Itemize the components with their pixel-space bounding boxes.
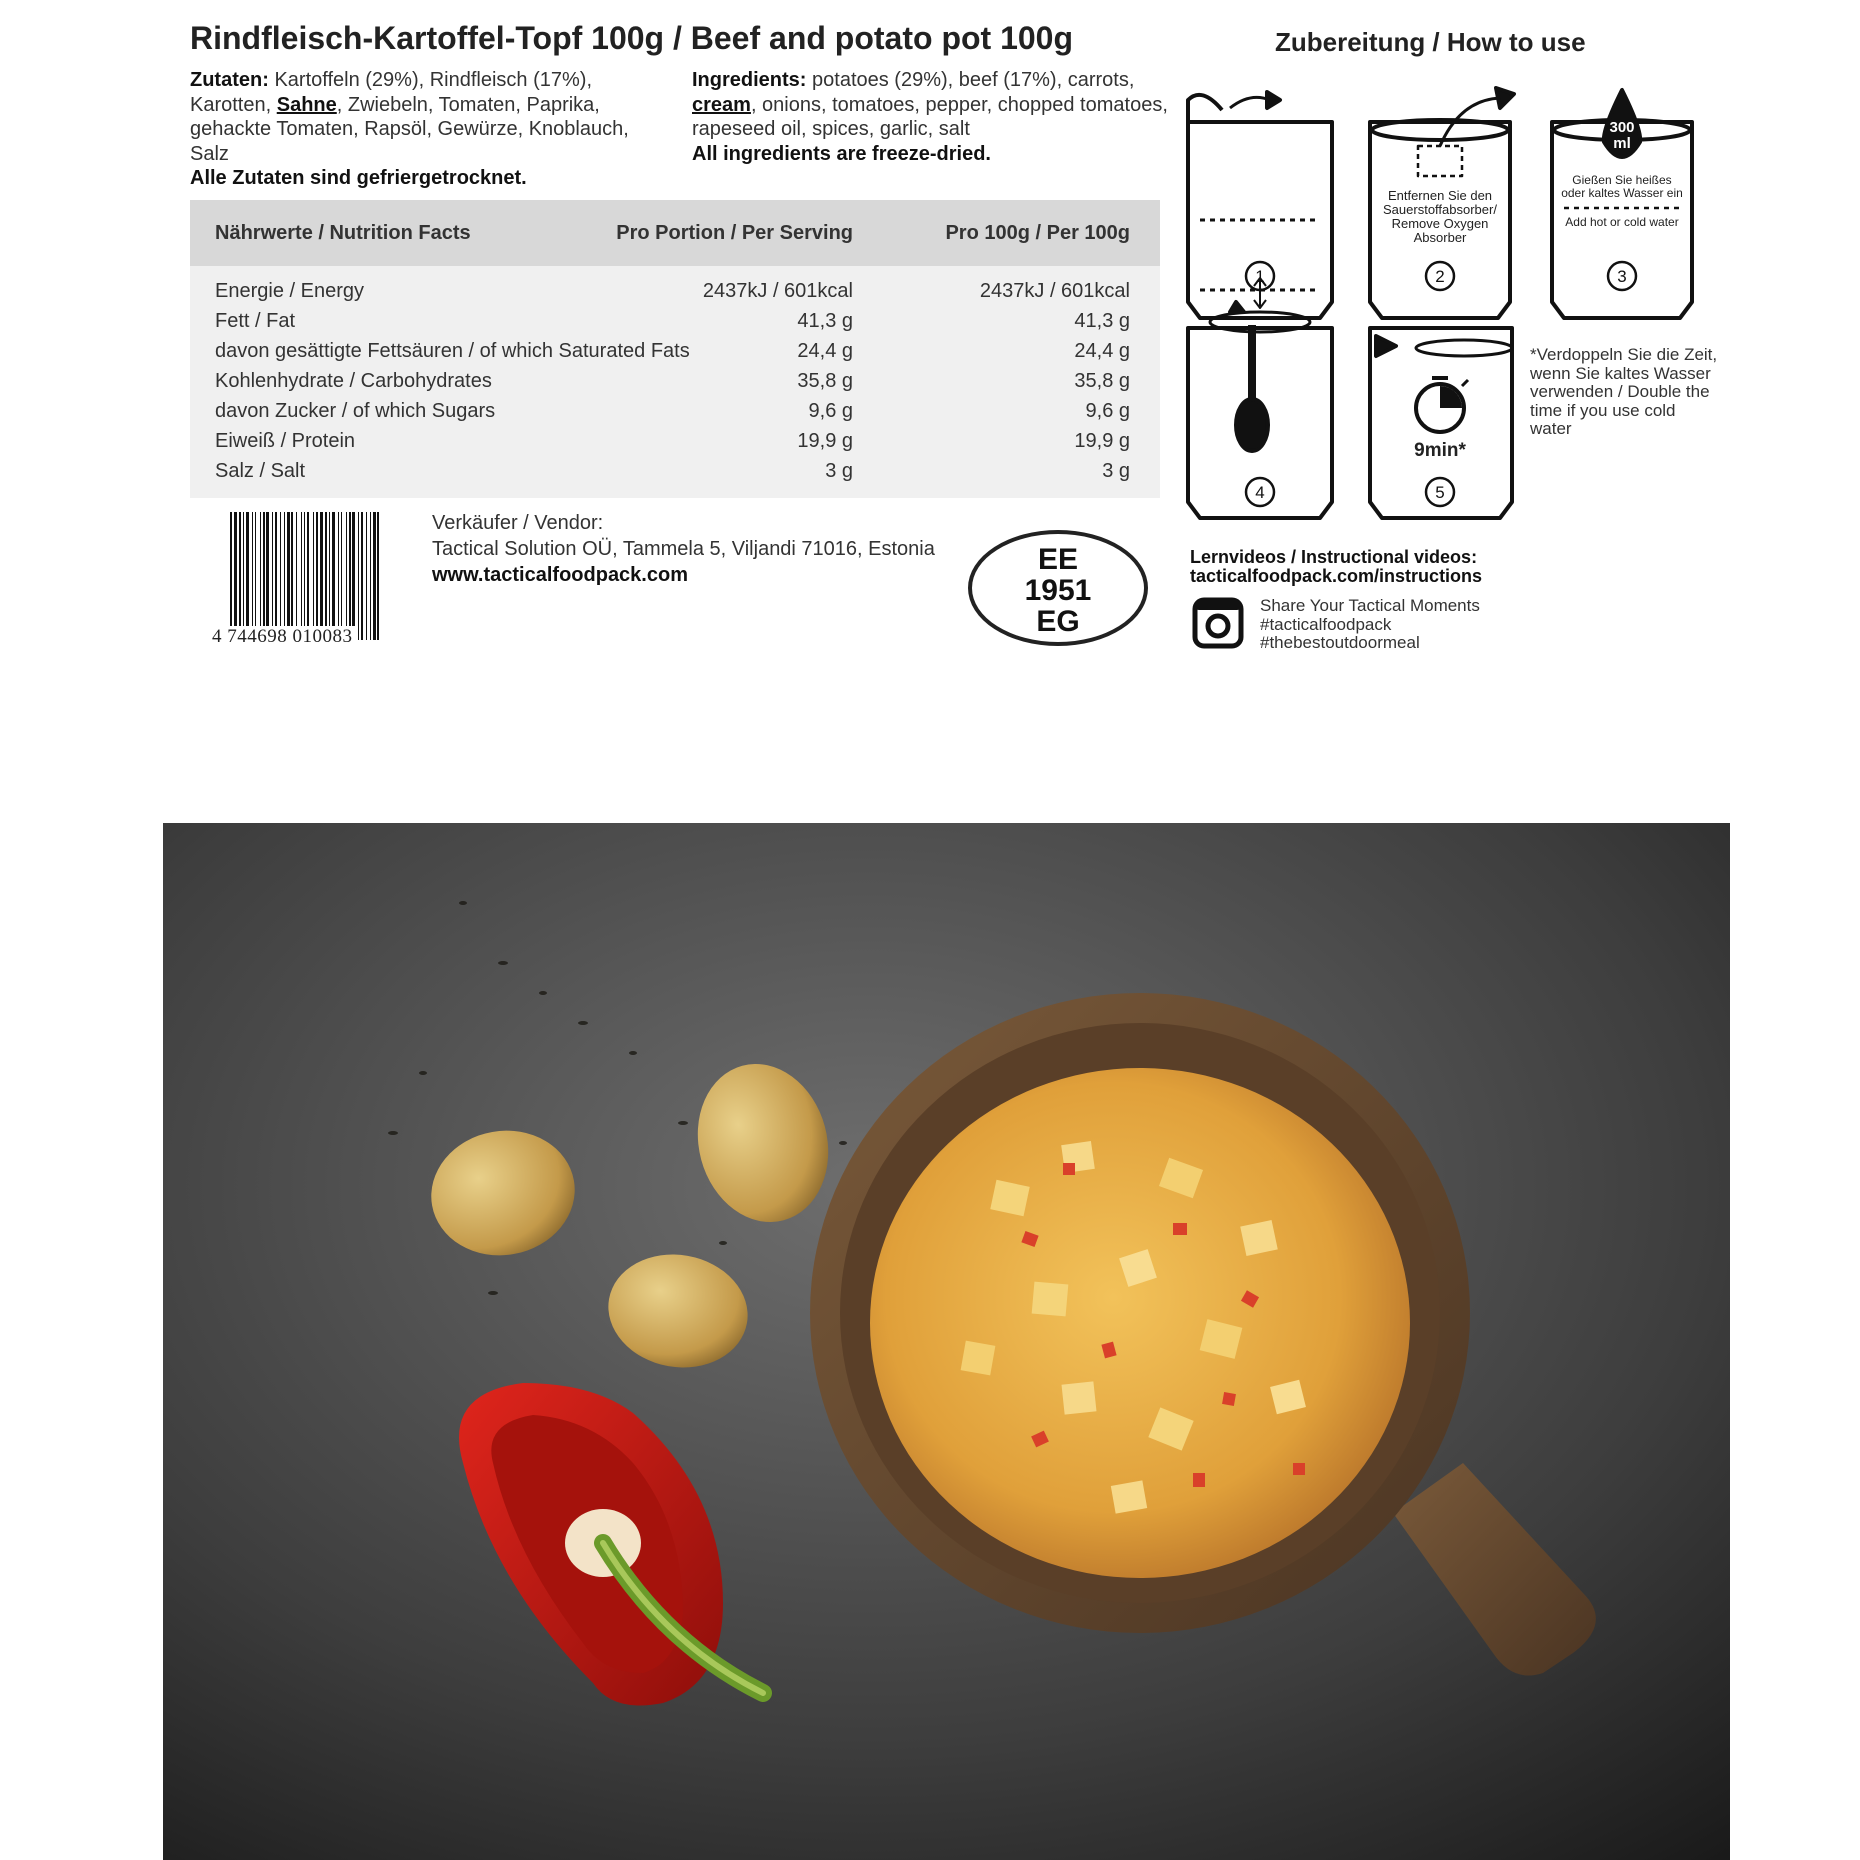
ingredients-de-note: Alle Zutaten sind gefriergetrocknet. [190,167,527,189]
instructional-videos [1190,548,1482,586]
nutrient-serving: 2437kJ / 601kcal [702,280,853,302]
barcode-number: 4 744698 010083 [212,626,353,647]
vendor-label: Verkäufer / Vendor: [432,512,604,534]
product-photo [163,823,1730,1860]
step2-text-4: Absorber [1413,230,1467,245]
nutrient-per100: 9,6 g [1085,400,1130,422]
ingredients-de-text-a: Kartoffeln (29%), Rindfleisch (17%), Karotten, [190,69,593,116]
step2-text-1: Entfernen Sie den [1387,188,1493,203]
ingredients-de-label: Zutaten: [190,69,269,91]
step3-unit: ml [1613,135,1631,152]
nutrient-name: Energie / Energy [215,280,364,302]
social-line1: Share Your Tactical Moments [1260,596,1480,615]
step5-time: 9min* [1414,440,1466,461]
nutrition-row [190,430,1160,460]
videos-label: Lernvideos / Instructional videos: [1190,547,1478,567]
seal-line2: 1951 [1024,574,1092,607]
instagram-icon [1192,597,1244,649]
nutrition-table [190,200,1160,498]
nutrient-name: Eiweiß / Protein [215,430,356,452]
social-line2: #tacticalfoodpack [1260,614,1392,634]
vendor-website[interactable]: www.tacticalfoodpack.com [432,564,688,586]
ingredients-en-note: All ingredients are freeze-dried. [692,142,991,165]
nutrition-header-per100: Pro 100g / Per 100g [945,222,1130,244]
nutrition-row [190,340,1160,370]
social-tags [1260,597,1480,653]
step3-text-1: Gießen Sie heißes [1572,173,1672,187]
nutrient-serving: 41,3 g [797,310,853,332]
step-number-1: 1 [1255,267,1265,286]
nutrient-serving: 3 g [825,460,853,482]
nutrition-header-name: Nährwerte / Nutrition Facts [215,222,471,244]
nutrition-row [190,310,1160,340]
how-to-title: Zubereitung / How to use [1275,27,1586,57]
videos-url[interactable]: tacticalfoodpack.com/instructions [1190,566,1483,586]
step-number-3: 3 [1617,267,1627,286]
nutrition-row [190,400,1160,430]
nutrient-per100: 2437kJ / 601kcal [979,280,1130,302]
nutrient-per100: 24,4 g [1074,340,1130,362]
nutrient-name: Fett / Fat [215,310,296,332]
step3-amount: 300 [1609,119,1635,136]
nutrient-per100: 35,8 g [1074,370,1130,392]
nutrition-header [190,200,1160,266]
barcode [228,512,384,640]
step3-text-3: Add hot or cold water [1565,215,1679,229]
step-number-2: 2 [1435,267,1445,286]
step3-text-2: oder kaltes Wasser ein [1561,186,1683,200]
nutrient-per100: 3 g [1102,460,1130,482]
ingredients-en [692,68,1172,166]
nutrient-name: davon Zucker / of which Sugars [215,400,496,422]
nutrient-per100: 41,3 g [1074,310,1130,332]
seal-line1: EE [1037,543,1079,576]
vendor-address: Tactical Solution OÜ, Tammela 5, Viljandi 71016, Estonia [432,538,935,560]
health-mark-seal [968,530,1148,646]
step2-text-2: Sauerstoffabsorber/ [1383,202,1497,217]
ingredients-en-label: Ingredients: [692,69,807,91]
ingredients-en-text-b: , onions, tomatoes, pepper, chopped tomatoes, rapeseed oil, spices, garlic, salt [692,93,1168,140]
nutrient-serving: 35,8 g [797,370,853,392]
ingredients-en-text-a: potatoes (29%), beef (17%), carrots, [812,69,1135,91]
nutrient-serving: 19,9 g [797,430,853,452]
nutrient-per100: 19,9 g [1074,430,1130,452]
nutrient-name: Salz / Salt [215,460,306,482]
ingredients-de-allergen: Sahne [276,93,337,116]
nutrient-serving: 9,6 g [808,400,853,422]
ingredients-de-text-b: , Zwiebeln, Tomaten, Paprika, gehackte Tomaten, Rapsöl, Gewürze, Knoblauch, Salz [190,93,629,165]
nutrient-name: davon gesättigte Fettsäuren / of which Saturated Fats [215,340,690,362]
nutrition-header-serving: Pro Portion / Per Serving [616,222,853,244]
vendor-info [432,510,935,588]
ingredients-en-allergen: cream [692,93,751,116]
seal-line3: EG [1036,605,1080,638]
nutrition-row [190,370,1160,400]
ingredients-de [190,68,660,191]
social-line3: #thebestoutdoormeal [1260,633,1420,652]
step2-text-3: Remove Oxygen [1391,216,1489,231]
cold-water-note: *Verdoppeln Sie die Zeit, wenn Sie kaltes Wasser verwenden / Double the time if you use cold water [1530,345,1718,438]
nutrient-name: Kohlenhydrate / Carbohydrates [215,370,492,392]
preparation-steps [1170,80,1730,520]
nutrition-row [190,280,1160,310]
nutrient-serving: 24,4 g [797,340,853,362]
step-number-4: 4 [1255,483,1265,502]
product-title: Rindfleisch-Kartoffel-Topf 100g / Beef and potato pot 100g [190,20,1074,56]
step-number-5: 5 [1435,483,1445,502]
nutrition-row [190,460,1160,490]
